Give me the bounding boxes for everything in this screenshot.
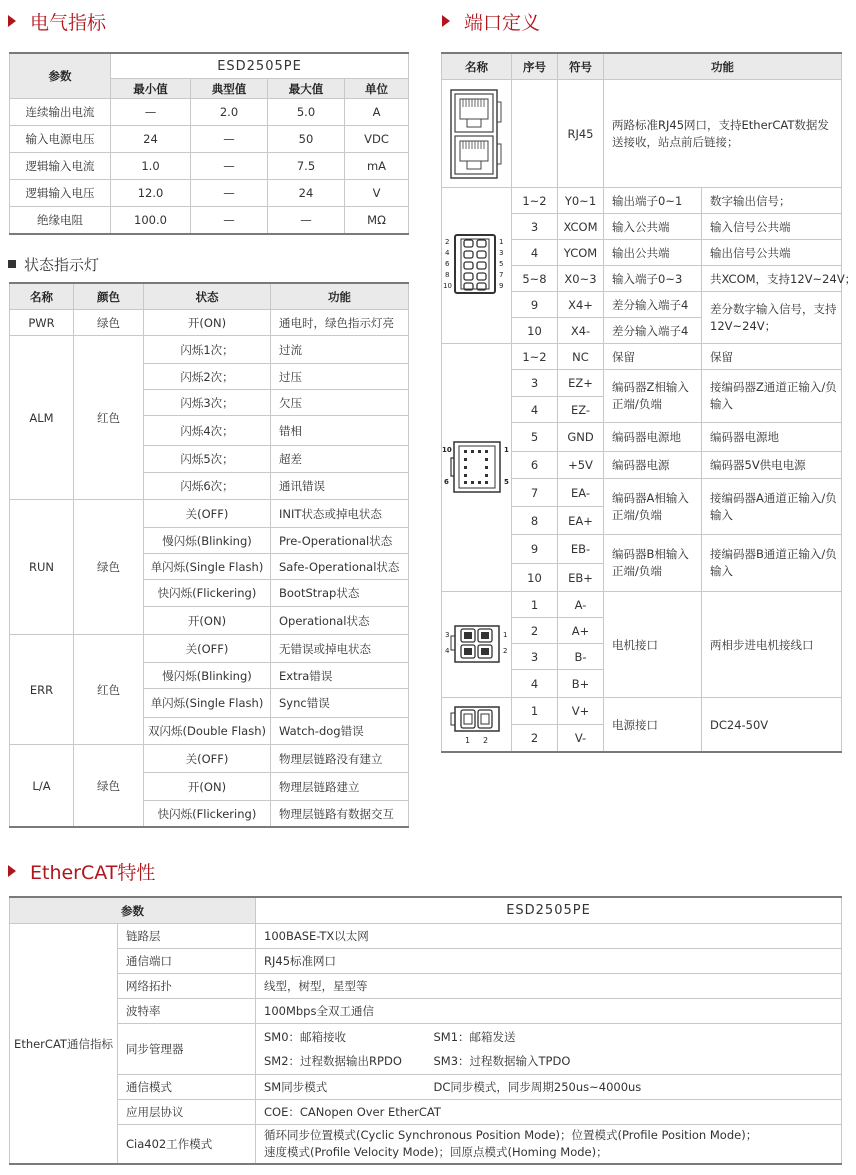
row-name: 输入电源电压 [10, 126, 111, 153]
section-title-ethercat [8, 858, 155, 885]
row-typ: — [191, 207, 268, 235]
col-header-typ: 典型值 [191, 79, 268, 99]
led-function: 错相 [271, 416, 409, 446]
table-row [10, 207, 409, 235]
svg-text:10: 10 [441, 445, 452, 454]
svg-text:4: 4 [444, 646, 449, 655]
enc-number: 4 [512, 397, 558, 423]
svg-text:3: 3 [498, 248, 503, 257]
led-state: 闪烁6次； [144, 473, 271, 500]
ecat-mode-sm: SM同步模式 [256, 1075, 426, 1100]
power-number: 2 [512, 725, 558, 753]
enc-symbol: +5V [558, 452, 604, 479]
motor-symbol: A+ [558, 618, 604, 644]
ecat-mode-dc: DC同步模式，同步周期250us~4000us [426, 1075, 842, 1100]
table-row [10, 974, 842, 999]
motor-number: 2 [512, 618, 558, 644]
io-symbol: X4+ [558, 292, 604, 318]
io-symbol: YCOM [558, 240, 604, 266]
io-description: 输出信号公共端 [702, 240, 842, 266]
led-function: 物理层链路建立 [271, 773, 409, 801]
section-title-electrical [8, 8, 106, 35]
param-header: 参数 [10, 53, 111, 99]
cia402-line-2: 速度模式(Profile Velocity Mode)；回原点模式(Homing Mode)； [264, 1145, 608, 1159]
port-definition-table [441, 52, 856, 753]
col-header-name: 名称 [442, 53, 512, 80]
ethercat-spec-table [9, 896, 842, 1165]
svg-text:1: 1 [498, 237, 503, 246]
rj45-connector-diagram [442, 80, 512, 188]
motor-description: 两相步进电机接线口 [702, 592, 842, 698]
svg-text:10: 10 [442, 281, 452, 290]
enc-number: 9 [512, 535, 558, 564]
led-function: BootStrap状态 [271, 580, 409, 607]
svg-text:8: 8 [444, 270, 449, 279]
led-state: 开(ON) [144, 310, 271, 336]
rj45-icon [444, 88, 509, 180]
enc-function: 编码器A相输入正端/负端 [604, 479, 702, 535]
row-max: 7.5 [268, 153, 345, 180]
table-row [442, 188, 842, 214]
enc-number: 3 [512, 370, 558, 397]
led-name: RUN [10, 500, 74, 635]
ethercat-group-label: EtherCAT通信指标 [10, 924, 118, 1165]
ecat-param-name: 应用层协议 [118, 1100, 256, 1125]
sm0-text: SM0：邮箱接收 [264, 1030, 347, 1044]
io-description: 输入信号公共端 [702, 214, 842, 240]
led-function: 过压 [271, 364, 409, 390]
motor-connector-diagram [442, 592, 512, 698]
row-max: — [268, 207, 345, 235]
svg-text:1: 1 [502, 630, 507, 639]
row-typ: — [191, 180, 268, 207]
col-header-unit: 单位 [345, 79, 409, 99]
power-function: 电源接口 [604, 698, 702, 753]
led-state: 慢闪烁(Blinking) [144, 663, 271, 689]
svg-text:2: 2 [502, 646, 507, 655]
row-name: 逻辑输入电压 [10, 180, 111, 207]
led-name: PWR [10, 310, 74, 336]
table-row [10, 745, 409, 773]
led-state: 关(OFF) [144, 500, 271, 528]
table-row [442, 344, 842, 370]
electrical-spec-table [9, 52, 409, 235]
param-header: 参数 [10, 897, 256, 924]
io-function: 差分输入端子4 [604, 292, 702, 318]
io-symbol: X4- [558, 318, 604, 344]
section-title-text: 状态指示灯 [24, 256, 100, 274]
row-typ: — [191, 126, 268, 153]
enc-number: 10 [512, 564, 558, 592]
svg-text:4: 4 [444, 248, 449, 257]
table-row [10, 153, 409, 180]
row-min: — [111, 99, 191, 126]
ecat-param-value: COE：CANopen Over EtherCAT [256, 1100, 842, 1125]
ecat-param-name: 通信端口 [118, 949, 256, 974]
enc-function: 保留 [604, 344, 702, 370]
row-min: 1.0 [111, 153, 191, 180]
led-name: L/A [10, 745, 74, 828]
io-number: 4 [512, 240, 558, 266]
led-function: 物理层链路没有建立 [271, 745, 409, 773]
enc-number: 5 [512, 423, 558, 452]
table-row [10, 1100, 842, 1125]
row-typ: 2.0 [191, 99, 268, 126]
enc-description: 编码器5V供电电源 [702, 452, 842, 479]
enc-description: 编码器电源地 [702, 423, 842, 452]
enc-symbol: EA- [558, 479, 604, 507]
col-header-symbol: 符号 [558, 53, 604, 80]
svg-text:6: 6 [444, 259, 449, 268]
table-row [10, 1024, 842, 1075]
power-number: 1 [512, 698, 558, 725]
row-max: 24 [268, 180, 345, 207]
section-title-text: EtherCAT特性 [30, 862, 156, 884]
row-min: 100.0 [111, 207, 191, 235]
io-symbol: X0~3 [558, 266, 604, 292]
power-symbol: V+ [558, 698, 604, 725]
enc-symbol: EA+ [558, 507, 604, 535]
enc-description: 接编码器A通道正输入/负输入 [702, 479, 842, 535]
ecat-param-name: 同步管理器 [118, 1024, 256, 1075]
led-function: 过流 [271, 336, 409, 364]
led-state: 单闪烁(Single Flash) [144, 554, 271, 580]
enc-number: 6 [512, 452, 558, 479]
svg-text:2: 2 [444, 237, 449, 246]
table-row [10, 500, 409, 528]
led-function: Operational状态 [271, 607, 409, 635]
col-header-max: 最大值 [268, 79, 345, 99]
svg-text:2: 2 [482, 735, 488, 745]
io-function: 输出端子0~1 [604, 188, 702, 214]
motor-symbol: B- [558, 644, 604, 670]
led-state: 开(ON) [144, 607, 271, 635]
ecat-param-name: 通信模式 [118, 1075, 256, 1100]
row-min: 12.0 [111, 180, 191, 207]
enc-symbol: EZ+ [558, 370, 604, 397]
row-unit: VDC [345, 126, 409, 153]
ecat-param-value: 100Mbps全双工通信 [256, 999, 842, 1024]
led-state: 闪烁5次； [144, 446, 271, 473]
io-connector-icon [444, 233, 509, 299]
led-function: INIT状态或掉电状态 [271, 500, 409, 528]
motor-connector-icon [444, 622, 509, 668]
motor-symbol: A- [558, 592, 604, 618]
triangle-icon [8, 15, 16, 27]
col-header-min: 最小值 [111, 79, 191, 99]
motor-symbol: B+ [558, 670, 604, 698]
enc-symbol: NC [558, 344, 604, 370]
encoder-connector-diagram [442, 344, 512, 592]
led-state: 快闪烁(Flickering) [144, 801, 271, 828]
enc-function: 编码器电源 [604, 452, 702, 479]
io-number: 1~2 [512, 188, 558, 214]
led-function: 物理层链路有数据交互 [271, 801, 409, 828]
enc-function: 编码器电源地 [604, 423, 702, 452]
table-row [10, 949, 842, 974]
col-header-color: 颜色 [74, 283, 144, 310]
led-function: Extra错误 [271, 663, 409, 689]
svg-text:1: 1 [464, 735, 470, 745]
table-row [442, 80, 842, 188]
row-max: 50 [268, 126, 345, 153]
svg-text:7: 7 [498, 270, 503, 279]
power-connector-diagram [442, 698, 512, 753]
led-name: ALM [10, 336, 74, 500]
enc-function: 编码器B相输入正端/负端 [604, 535, 702, 592]
table-row [10, 1075, 842, 1100]
led-state: 单闪烁(Single Flash) [144, 689, 271, 718]
led-color: 红色 [74, 336, 144, 500]
motor-number: 4 [512, 670, 558, 698]
ecat-param-value: 线型，树型，星型等 [256, 974, 842, 999]
row-unit: A [345, 99, 409, 126]
table-row [10, 310, 409, 336]
led-state: 关(OFF) [144, 635, 271, 663]
col-header-name: 名称 [10, 283, 74, 310]
led-state: 闪烁1次； [144, 336, 271, 364]
row-unit: mA [345, 153, 409, 180]
enc-description: 接编码器Z通道正输入/负输入 [702, 370, 842, 423]
led-state: 开(ON) [144, 773, 271, 801]
motor-function: 电机接口 [604, 592, 702, 698]
motor-number: 1 [512, 592, 558, 618]
encoder-connector-icon [441, 438, 509, 498]
table-row [10, 126, 409, 153]
enc-symbol: GND [558, 423, 604, 452]
triangle-icon [442, 15, 450, 27]
io-function: 输入公共端 [604, 214, 702, 240]
led-state: 关(OFF) [144, 745, 271, 773]
rj45-symbol: RJ45 [558, 80, 604, 188]
ecat-param-name: 网络拓扑 [118, 974, 256, 999]
io-connector-diagram [442, 188, 512, 344]
enc-description: 保留 [702, 344, 842, 370]
io-number: 9 [512, 292, 558, 318]
led-function: 超差 [271, 446, 409, 473]
led-function: 欠压 [271, 390, 409, 416]
section-title-led [8, 254, 99, 275]
ecat-param-value: RJ45标准网口 [256, 949, 842, 974]
col-header-number: 序号 [512, 53, 558, 80]
motor-number: 3 [512, 644, 558, 670]
table-row [442, 698, 842, 725]
sm1-text: SM1：邮箱发送 [433, 1030, 516, 1044]
led-color: 红色 [74, 635, 144, 745]
cia402-line-1: 循环同步位置模式(Cyclic Synchronous Position Mode)；位置模式(Profile Position Mode)； [264, 1128, 758, 1142]
ecat-param-name: 波特率 [118, 999, 256, 1024]
row-max: 5.0 [268, 99, 345, 126]
svg-text:3: 3 [444, 630, 449, 639]
rj45-number [512, 80, 558, 188]
enc-number: 8 [512, 507, 558, 535]
sm2-text: SM2：过程数据输出RPDO [264, 1054, 402, 1068]
svg-text:1: 1 [503, 445, 509, 454]
table-row [10, 1125, 842, 1165]
table-row [442, 592, 842, 618]
io-number: 10 [512, 318, 558, 344]
io-description: 共XCOM，支持12V~24V； [702, 266, 842, 292]
io-function: 输入端子0~3 [604, 266, 702, 292]
enc-function: 编码器Z相输入正端/负端 [604, 370, 702, 423]
led-name: ERR [10, 635, 74, 745]
enc-symbol: EB- [558, 535, 604, 564]
svg-text:5: 5 [498, 259, 503, 268]
section-title-ports [442, 8, 540, 35]
triangle-icon [8, 865, 16, 877]
led-function: Sync错误 [271, 689, 409, 718]
io-number: 5~8 [512, 266, 558, 292]
row-unit: MΩ [345, 207, 409, 235]
led-color: 绿色 [74, 500, 144, 635]
ecat-param-name: Cia402工作模式 [118, 1125, 256, 1165]
enc-description: 接编码器B通道正输入/负输入 [702, 535, 842, 592]
col-header-function: 功能 [604, 53, 842, 80]
led-function: Pre-Operational状态 [271, 528, 409, 554]
io-symbol: XCOM [558, 214, 604, 240]
col-header-state: 状态 [144, 283, 271, 310]
io-function: 差分输入端子4 [604, 318, 702, 344]
led-function: Watch-dog错误 [271, 718, 409, 745]
io-description: 数字输出信号； [702, 188, 842, 214]
model-header: ESD2505PE [111, 53, 409, 79]
ecat-param-value: 100BASE-TX以太网 [256, 924, 842, 949]
led-color: 绿色 [74, 745, 144, 828]
svg-text:5: 5 [503, 477, 509, 486]
row-name: 逻辑输入电流 [10, 153, 111, 180]
row-name: 连续输出电流 [10, 99, 111, 126]
enc-number: 7 [512, 479, 558, 507]
table-row [10, 180, 409, 207]
col-header-function: 功能 [271, 283, 409, 310]
io-symbol: Y0~1 [558, 188, 604, 214]
led-function: 通电时，绿色指示灯亮 [271, 310, 409, 336]
ecat-cia402-modes [256, 1125, 842, 1165]
led-state: 快闪烁(Flickering) [144, 580, 271, 607]
io-number: 3 [512, 214, 558, 240]
table-row [10, 99, 409, 126]
row-typ: — [191, 153, 268, 180]
table-row [10, 635, 409, 663]
table-row [10, 336, 409, 364]
led-function: 无错误或掉电状态 [271, 635, 409, 663]
svg-text:6: 6 [443, 477, 449, 486]
square-bullet-icon [8, 260, 16, 268]
power-symbol: V- [558, 725, 604, 753]
power-description: DC24-50V [702, 698, 842, 753]
sm3-text: SM3：过程数据输入TPDO [433, 1054, 571, 1068]
led-state: 慢闪烁(Blinking) [144, 528, 271, 554]
ecat-param-name: 链路层 [118, 924, 256, 949]
io-description: 差分数字输入信号，支持12V~24V； [702, 292, 842, 344]
enc-symbol: EZ- [558, 397, 604, 423]
section-title-text: 电气指标 [30, 12, 107, 34]
ecat-sync-right [426, 1024, 842, 1075]
table-row [10, 924, 842, 949]
led-state: 双闪烁(Double Flash) [144, 718, 271, 745]
led-state: 闪烁2次； [144, 364, 271, 390]
power-connector-icon [444, 703, 509, 747]
io-function: 输出公共端 [604, 240, 702, 266]
section-title-text: 端口定义 [464, 12, 541, 34]
ecat-sync-left [256, 1024, 426, 1075]
table-row [10, 999, 842, 1024]
row-name: 绝缘电阻 [10, 207, 111, 235]
rj45-function: 两路标准RJ45网口，支持EtherCAT数据发送接收，站点前后链接； [604, 80, 842, 188]
enc-symbol: EB+ [558, 564, 604, 592]
led-function: Safe-Operational状态 [271, 554, 409, 580]
led-function: 通讯错误 [271, 473, 409, 500]
enc-number: 1~2 [512, 344, 558, 370]
svg-text:9: 9 [498, 281, 503, 290]
led-status-table [9, 282, 409, 828]
led-color: 绿色 [74, 310, 144, 336]
led-state: 闪烁3次； [144, 390, 271, 416]
row-min: 24 [111, 126, 191, 153]
led-state: 闪烁4次； [144, 416, 271, 446]
model-header: ESD2505PE [256, 897, 842, 924]
row-unit: V [345, 180, 409, 207]
